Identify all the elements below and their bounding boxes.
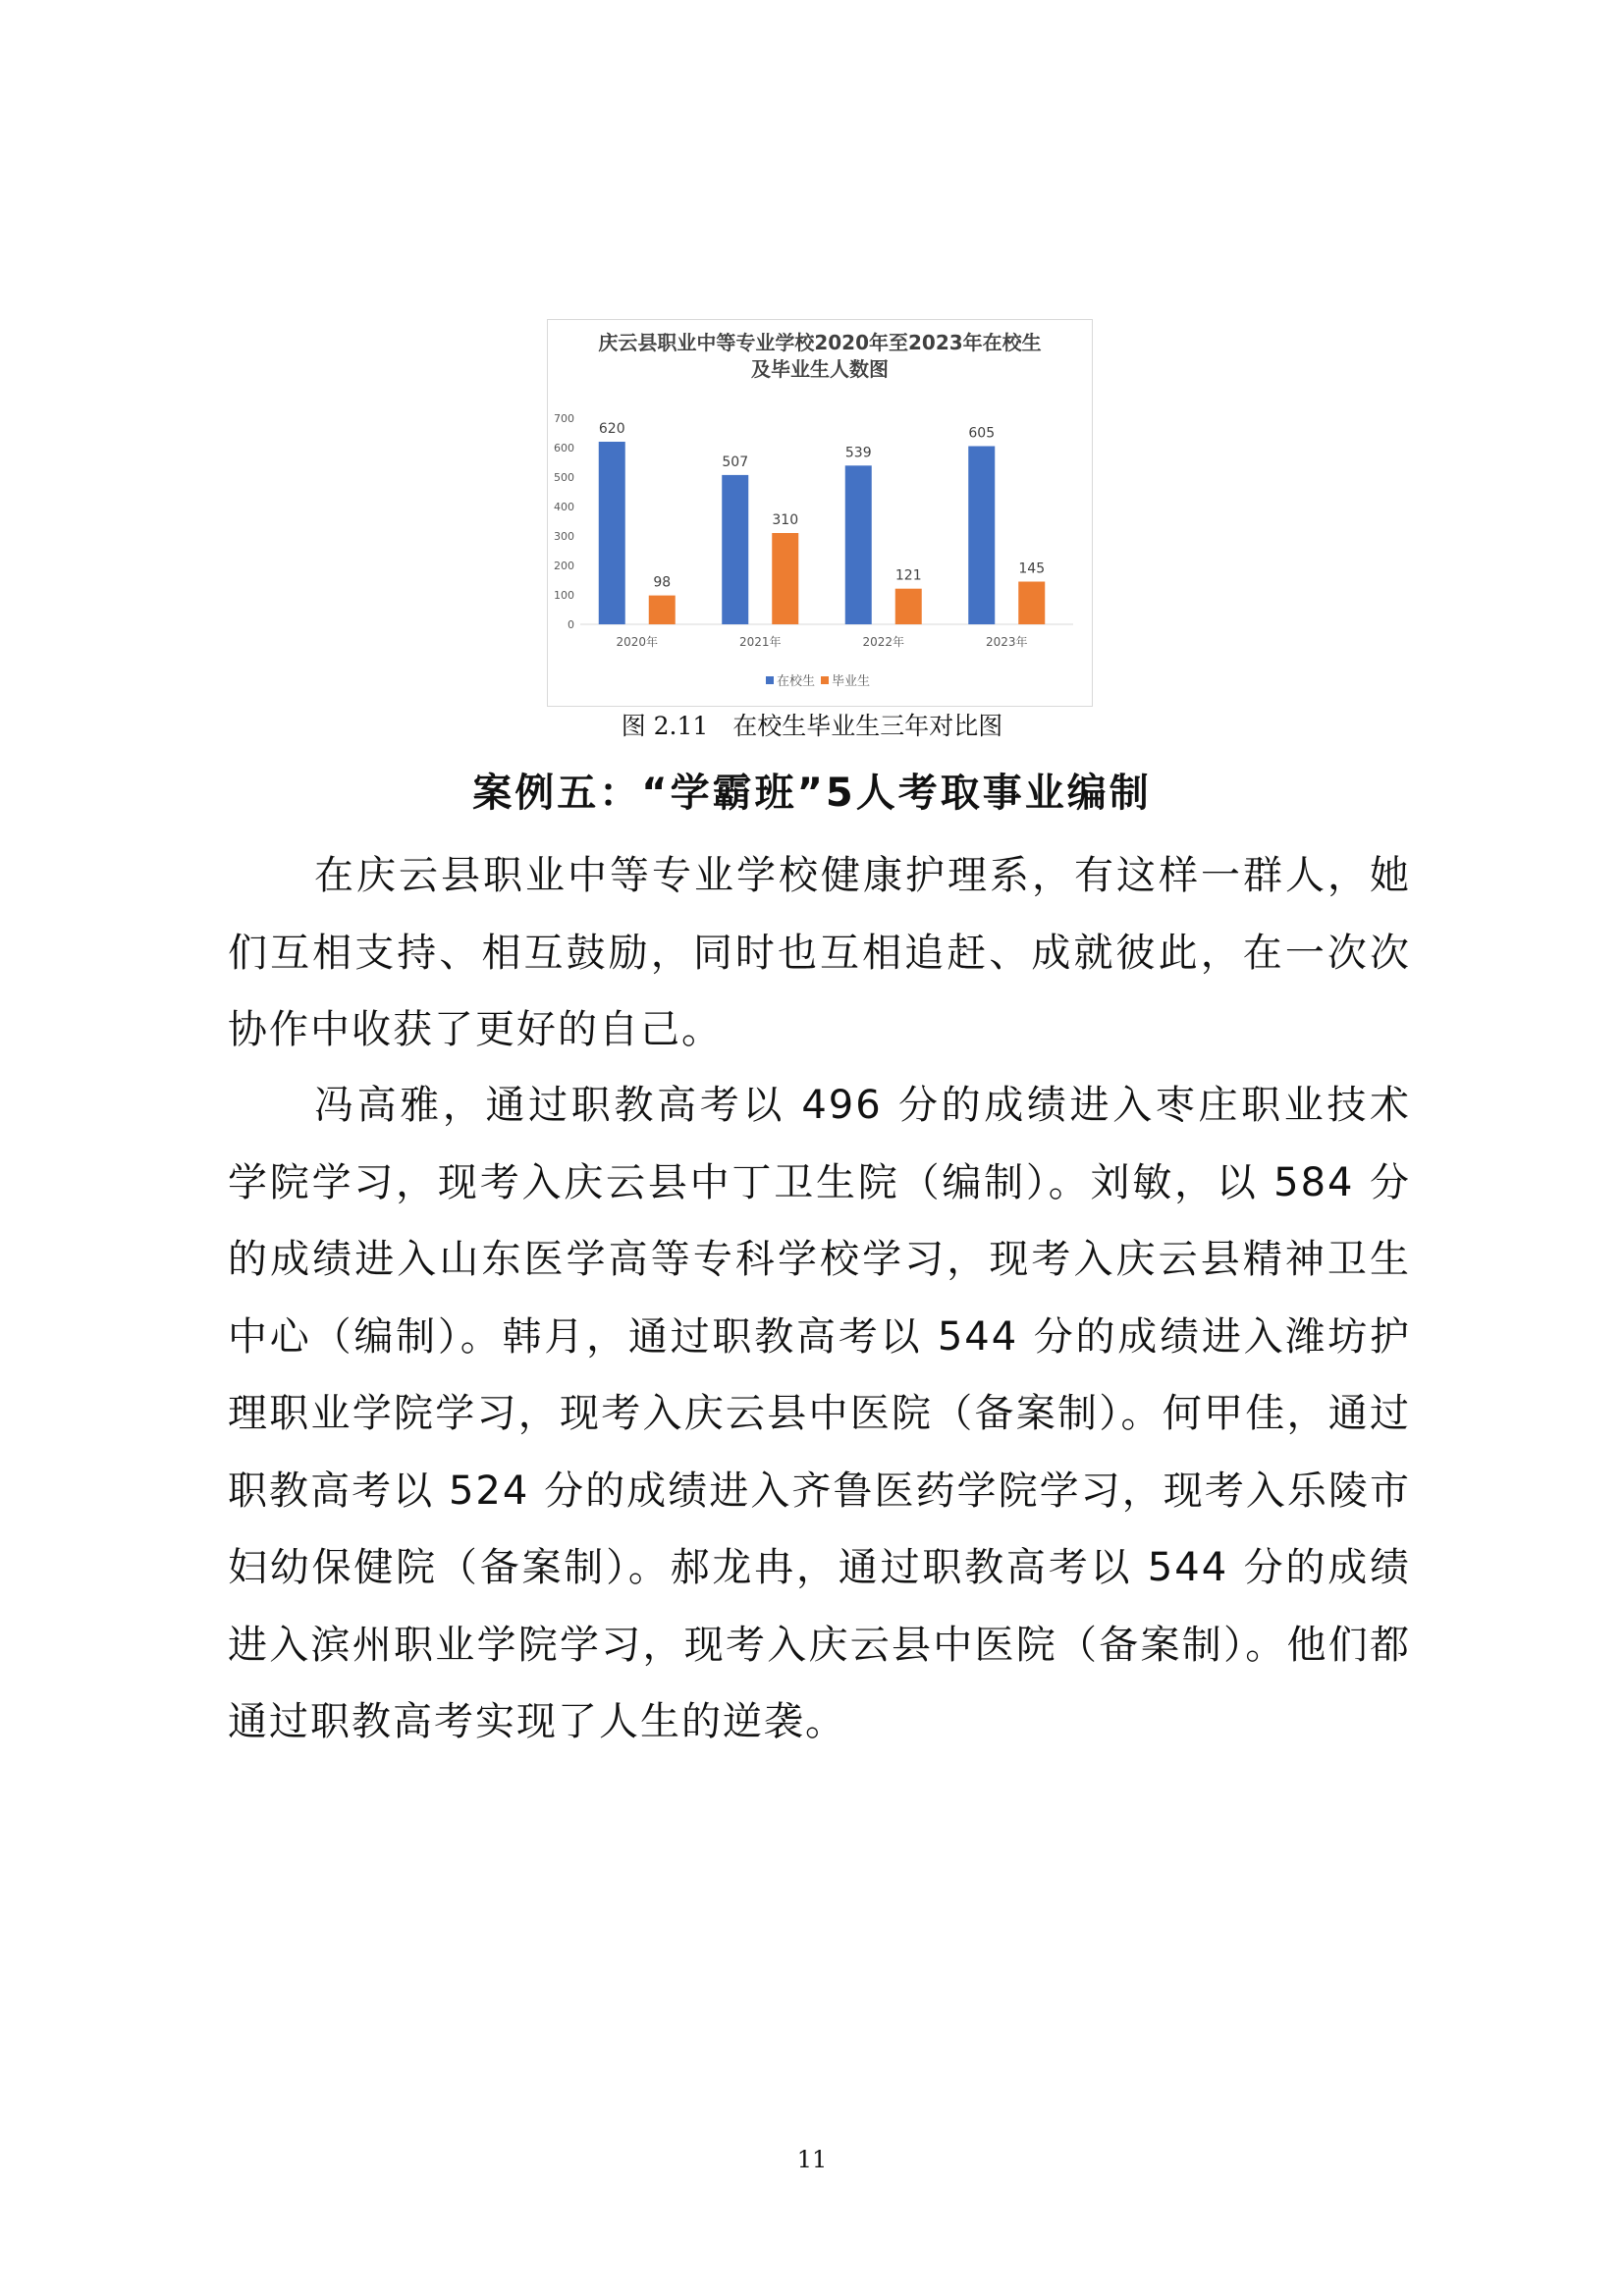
y-tick-label: 0 bbox=[568, 618, 574, 631]
y-tick-label: 100 bbox=[554, 589, 574, 602]
bar-chart bbox=[547, 319, 1093, 707]
data-label-enrolled: 605 bbox=[968, 425, 996, 442]
legend-label-graduates: 毕业生 bbox=[832, 674, 871, 689]
y-tick-label: 200 bbox=[554, 560, 574, 572]
case-heading: 案例五：“学霸班”5人考取事业编制 bbox=[472, 771, 1152, 816]
data-label-graduates: 98 bbox=[653, 574, 672, 591]
page-number: 11 bbox=[796, 2146, 828, 2173]
data-label-graduates: 121 bbox=[894, 567, 922, 584]
x-category-label: 2022年 bbox=[862, 635, 905, 649]
y-tick-label: 300 bbox=[554, 530, 574, 543]
bar-enrolled-2022年 bbox=[845, 465, 872, 624]
x-category-label: 2021年 bbox=[738, 635, 782, 649]
chart-title-line-2: 及毕业生人数图 bbox=[751, 357, 889, 381]
y-tick-label: 500 bbox=[554, 471, 574, 484]
x-category-label: 2020年 bbox=[616, 635, 659, 649]
y-tick-label: 600 bbox=[554, 442, 574, 454]
body-paragraph-1: 在庆云县职业中等专业学校健康护理系，有这样一群人，她们互相支持、相互鼓励，同时也互相追赶、成就彼此，在一次次协作中收获了更好的自己。 bbox=[228, 853, 1411, 1052]
y-tick-label: 700 bbox=[554, 412, 574, 425]
data-label-graduates: 145 bbox=[1018, 561, 1046, 577]
data-label-graduates: 310 bbox=[772, 512, 799, 528]
data-label-enrolled: 507 bbox=[722, 454, 749, 470]
bar-graduates-2020年 bbox=[649, 596, 676, 624]
bar-graduates-2022年 bbox=[895, 589, 922, 624]
bar-graduates-2023年 bbox=[1018, 582, 1045, 625]
legend-swatch-enrolled bbox=[766, 676, 774, 684]
figure-caption: 图 2.11 在校生毕业生三年对比图 bbox=[621, 712, 1003, 740]
bar-enrolled-2020年 bbox=[599, 442, 625, 624]
chart-title-line-1: 庆云县职业中等专业学校2020年至2023年在校生 bbox=[598, 331, 1042, 354]
bar-enrolled-2023年 bbox=[968, 447, 995, 625]
bar-enrolled-2021年 bbox=[722, 475, 748, 624]
x-category-label: 2023年 bbox=[985, 635, 1028, 649]
data-label-enrolled: 539 bbox=[844, 445, 872, 461]
body-paragraph-2: 冯高雅，通过职教高考以 496 分的成绩进入枣庄职业技术学院学习，现考入庆云县中丁卫生院（编制）。刘敏，以 584 分的成绩进入山东医学高等专科学校学习，现考入庆云县精神卫生中心（编制）。韩月，通过职教高考以 544 分的成绩进入潍坊护理职业学院学习，现考入庆云县中医院（备案制）。何甲佳，通过职教高考以 524 分的成绩进入齐鲁医药学院学习，现考入乐陵市妇幼保健院（备案制）。郝龙冉，通过职教高考以 544 分的成绩进入滨州职业学院学习，现考入庆云县中医院（备案制）。他们都通过职教高考实现了人生的逆袭。 bbox=[228, 1083, 1411, 1744]
bar-graduates-2021年 bbox=[772, 533, 798, 624]
legend-swatch-graduates bbox=[821, 676, 829, 684]
legend-label-enrolled: 在校生 bbox=[777, 674, 816, 689]
y-tick-label: 400 bbox=[554, 501, 574, 513]
chart-svg bbox=[548, 320, 1092, 706]
data-label-enrolled: 620 bbox=[598, 421, 625, 437]
